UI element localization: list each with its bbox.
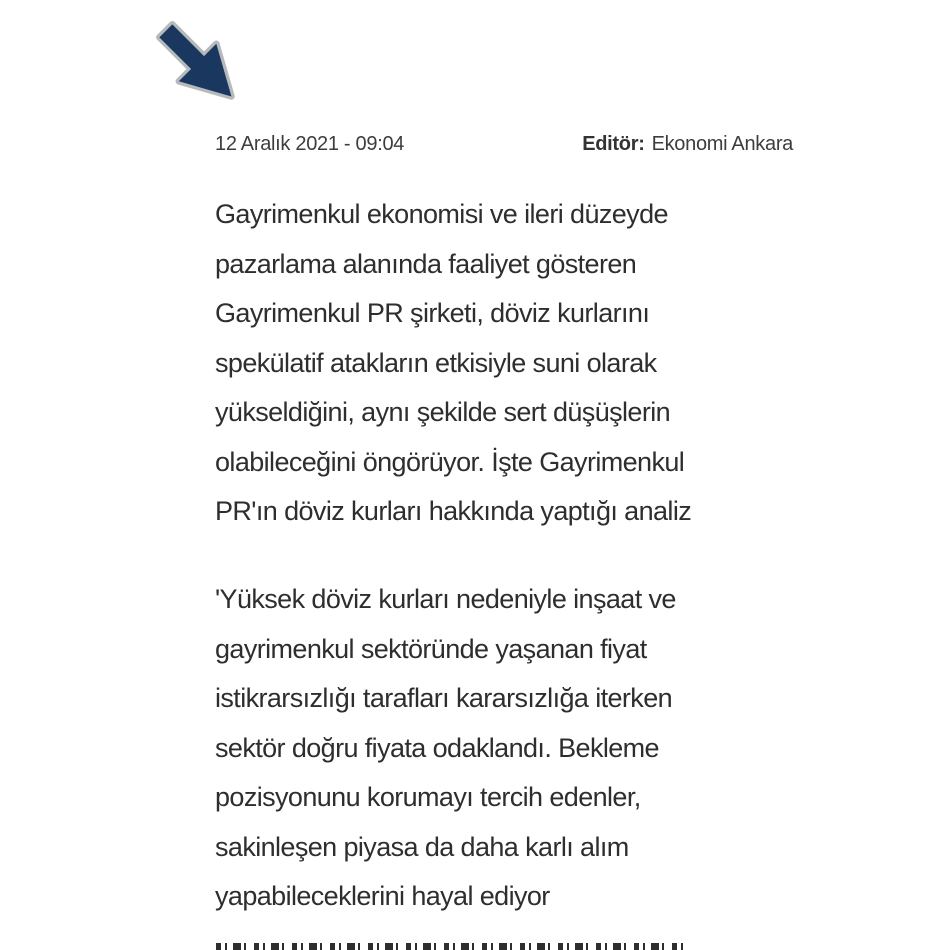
cursor-arrow-svg	[148, 8, 250, 120]
paragraph-line: gayrimenkul sektöründe yaşanan fiyat	[215, 633, 647, 664]
paragraph-line: yükseldiğini, aynı şekilde sert düşüşlerin	[215, 397, 671, 427]
paragraph-line: pozisyonunu korumayı tercih edenler,	[215, 782, 641, 812]
article-paragraph-1	[215, 190, 795, 537]
paragraph-line: istikrarsızlığı tarafları kararsızlığa iterken	[215, 683, 673, 713]
paragraph-line: sakinleşen piyasa da daha karlı alım	[215, 831, 629, 862]
article-paragraph-2	[215, 575, 795, 922]
paragraph-line: sektör doğru fiyata odaklandı. Bekleme	[215, 732, 659, 763]
paragraph-line: Gayrimenkul ekonomisi ve ileri düzeyde	[215, 199, 668, 229]
clipped-text-line	[216, 943, 684, 950]
article-meta-row	[215, 133, 793, 156]
cursor-arrow-shape	[148, 12, 250, 115]
paragraph-line: 'Yüksek döviz kurları nedeniyle inşaat ve	[215, 584, 676, 614]
editor-name: Ekonomi Ankara	[651, 133, 793, 155]
editor-info	[582, 133, 793, 156]
paragraph-line: PR'ın döviz kurları hakkında yaptığı analiz	[215, 496, 692, 526]
editor-label: Editör:	[582, 133, 645, 155]
cursor-arrow-icon	[148, 8, 250, 120]
paragraph-line: olabileceğini öngörüyor. İşte Gayrimenkul	[215, 446, 685, 477]
publish-date: 12 Aralık 2021 - 09:04	[215, 133, 405, 155]
paragraph-line: spekülatif atakların etkisiyle suni olarak	[215, 347, 657, 378]
paragraph-line: pazarlama alanında faaliyet gösteren	[215, 248, 637, 279]
paragraph-line: Gayrimenkul PR şirketi, döviz kurlarını	[215, 298, 650, 328]
paragraph-line: yapabileceklerini hayal ediyor	[215, 881, 550, 911]
